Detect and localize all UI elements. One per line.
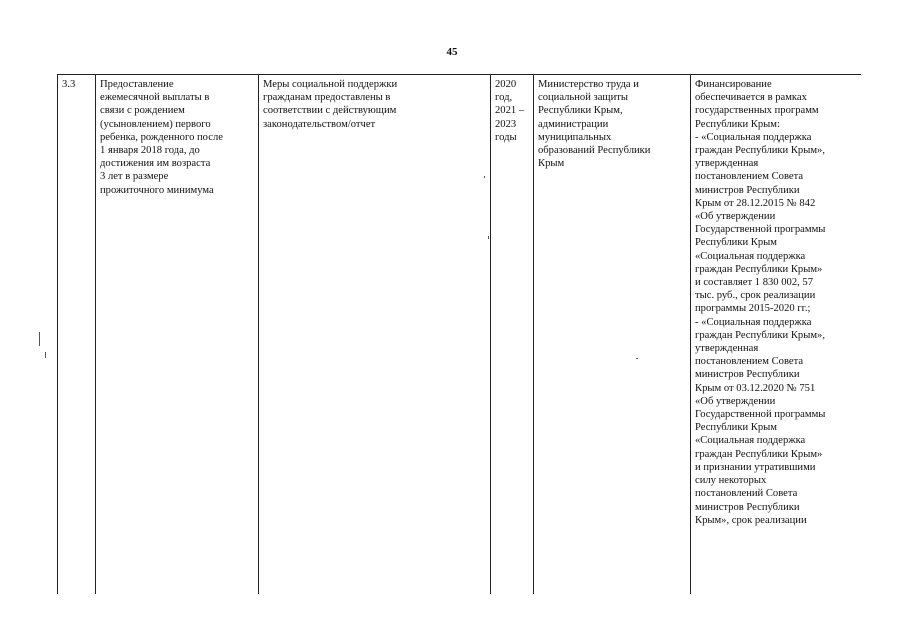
financing-cell: Финансирование обеспечивается в рамках государственных программ Республики Крым: - «Социальная поддержка граждан Республики Крым», утвержденная постановлением Совета министров Республики Крым от 28.12.2015 № 842 «Об утверждении Государственной программы Республики Крым «Социальная поддержка граждан Республики Крым» и составляет 1 830 002, 57 тыс. руб., срок реализации программы 2015-2020 гг.; - «Социальная поддержка граждан Республики Крым», утвержденная постановлением Совета министров Республики Крым от 03.12.2020 № 751 «Об утверждении Государственной программы Республики Крым «Социальная поддержка граждан Республики Крым» и признании утратившими силу некоторых постановлений Совета министров Республики Крым», срок реализации xyxy=(695,79,826,526)
column-divider xyxy=(533,74,534,594)
scan-speck xyxy=(488,236,489,239)
term-cell: 2020 год, 2021 – 2023 годы xyxy=(495,79,525,143)
scan-speck xyxy=(636,358,638,359)
column-divider xyxy=(258,74,259,594)
column-divider xyxy=(490,74,491,594)
row-number-cell: 3.3 xyxy=(62,79,76,90)
scan-speck xyxy=(45,352,46,358)
executor-cell: Министерство труда и социальной защиты Республики Крым, администрации муниципальных образований Республики Крым xyxy=(538,79,651,170)
scan-speck xyxy=(39,332,40,346)
page-number: 45 xyxy=(446,46,458,58)
scan-speck xyxy=(484,176,485,178)
event-name-cell: Предоставление ежемесячной выплаты в связи с рождением (усыновлением) первого ребенка, рожденного после 1 января 2018 года, до достижения им возраста 3 лет в размере прожиточного минимума xyxy=(100,79,223,196)
column-divider xyxy=(690,74,691,594)
column-divider xyxy=(95,74,96,594)
expected-result-cell: Меры социальной поддержки гражданам предоставлены в соответствии с действующим законодательством/отчет xyxy=(263,79,398,130)
